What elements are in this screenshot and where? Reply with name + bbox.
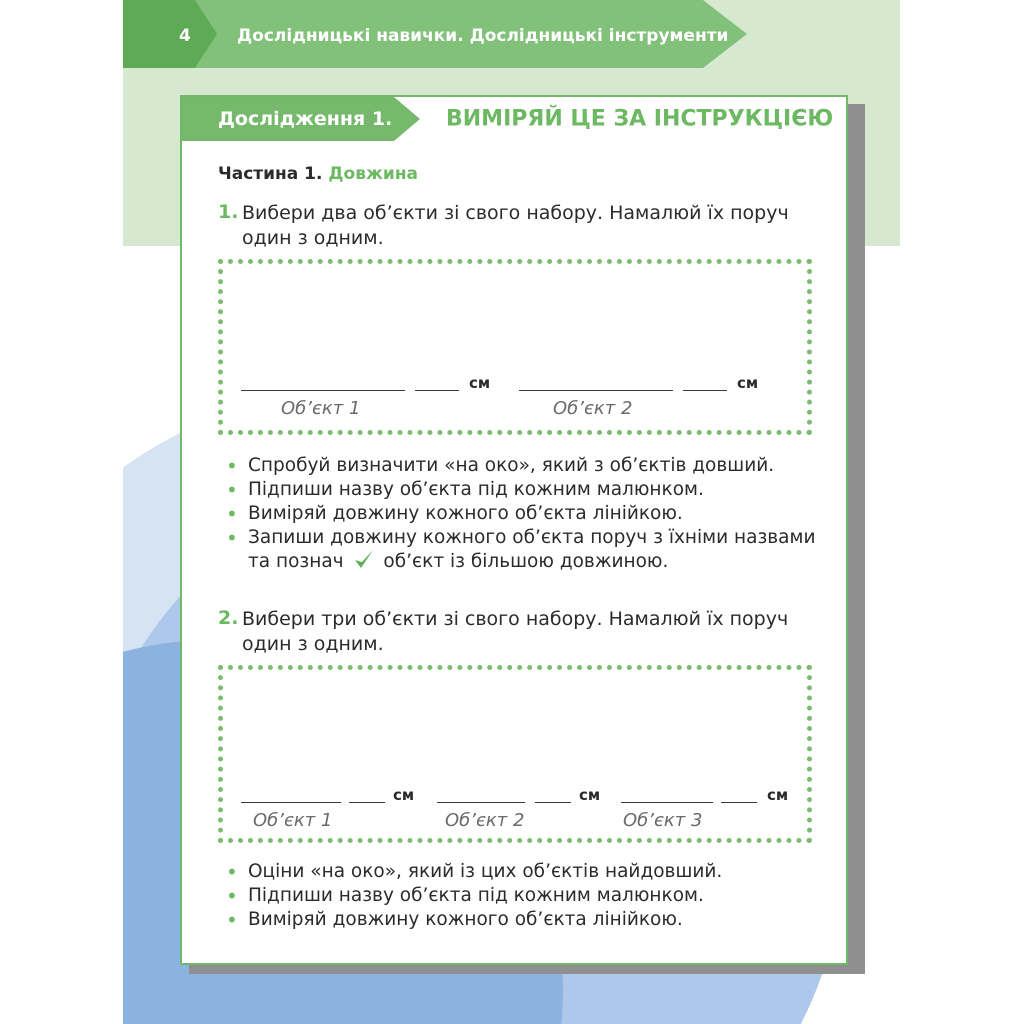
research-title: ВИМІРЯЙ ЦЕ ЗА ІНСТРУКЦІЄЮ [446,106,834,132]
list-item: • Підпиши назву об’єкта під кожним малюнком. [226,478,826,502]
question-2-text: Вибери три об’єкти зі свого набору. Намалюй їх поруч один з одним. [242,608,789,655]
list-item: • Виміряй довжину кожного об’єкта лінійкою. [226,502,826,526]
object-1-name-line[interactable] [241,390,405,391]
checkmark-icon [352,548,376,572]
object-2-name-line[interactable] [519,390,673,391]
object-1-caption: Об’єкт 1 [281,398,361,419]
unit-label: см [393,786,415,804]
unit-label: см [469,374,491,392]
drawing-area-1[interactable] [218,259,812,435]
research-label: Дослідження 1. [218,108,393,130]
object-1-name-line[interactable] [241,802,341,803]
page-number: 4 [179,26,191,46]
object-3-length-line[interactable] [721,802,757,803]
list-item: • Спробуй визначити «на око», який з об’єктів довший. [226,454,826,478]
instruction-list-2 [226,860,826,932]
workbook-page [123,0,900,1024]
instruction-list-1 [226,454,826,574]
object-2-caption: Об’єкт 2 [445,810,525,831]
unit-label: см [737,374,759,392]
exercise-card [180,95,848,965]
object-1-caption: Об’єкт 1 [253,810,333,831]
unit-label: см [579,786,601,804]
part-prefix: Частина 1. [218,164,323,184]
list-item: • Виміряй довжину кожного об’єкта лінійкою. [226,908,826,932]
object-1-length-line[interactable] [349,802,385,803]
object-2-length-line[interactable] [683,390,727,391]
object-2-length-line[interactable] [535,802,571,803]
question-1-text: Вибери два об’єкти зі свого набору. Намалюй їх поруч один з одним. [242,202,789,249]
list-item: • Оціни «на око», який із цих об’єктів найдовший. [226,860,826,884]
list-item [226,526,826,574]
question-2-number: 2. [218,607,239,629]
unit-label: см [767,786,789,804]
chapter-title: Дослідницькі навички. Дослідницькі інструменти [237,26,729,46]
drawing-area-2[interactable] [218,665,812,843]
part-title [218,164,418,184]
list-item-text: Запиши довжину кожного об’єкта поруч з їхніми назвами та познач [248,527,816,572]
part-name: Довжина [328,164,419,184]
object-2-name-line[interactable] [437,802,525,803]
list-item-text: об’єкт із більшою довжиною. [383,551,669,572]
object-3-caption: Об’єкт 3 [623,810,703,831]
object-1-length-line[interactable] [415,390,459,391]
list-item: • Підпиши назву об’єкта під кожним малюнком. [226,884,826,908]
object-2-caption: Об’єкт 2 [553,398,633,419]
object-3-name-line[interactable] [621,802,713,803]
question-1-number: 1. [218,201,239,223]
